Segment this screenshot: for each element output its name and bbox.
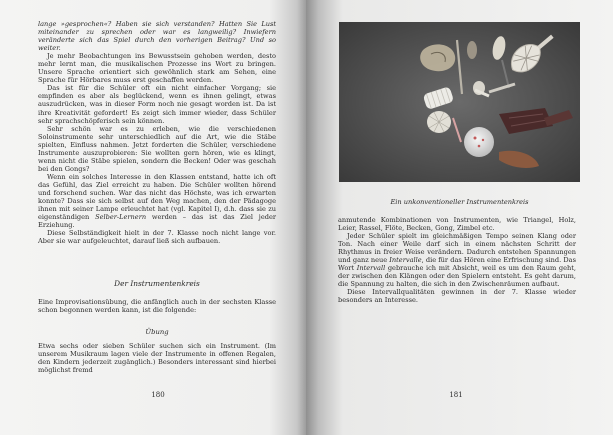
text-run: , die für das Hören eine Erfrischung sind. Das Wort bbox=[338, 256, 576, 273]
paragraph: Etwa sechs oder sieben Schüler suchen sich ein Instrument. (Im unserem Musikraum lagen viele der Instrumente in offenen Regalen, den Kindern jederzeit zugänglich.) Besonders interessant sind hierbei möglichst fremd bbox=[38, 342, 276, 375]
text-run: gebrauche ich mit Absicht, weil es um den Raum geht, der zwischen den Klängen oder den Spielern entsteht. Es geht darum, die Spannung zu halten, die sich in den Zwischenräumen aufbaut. bbox=[338, 264, 576, 289]
text-run: Wenn ein solches Interesse in den Klassen entstand, hatte ich oft das Gefühl, das Ziel erreicht zu haben. Die Schüler wollten hörend und forschend suchen. War das nicht das Höchste, was ich erwarten konnte? Dass sie sich selbst auf den Weg machen, den der Pädagoge ihnen mit seiner Lampe erleuchtet hat (vgl. Kapitel I), d.h. dass sie zu eigenständigen bbox=[38, 172, 276, 222]
italic-term: Selber-Lernern bbox=[95, 213, 147, 222]
instrument-circle-photo bbox=[339, 22, 580, 182]
text-run: werden – das ist das Ziel jeder Erziehung. bbox=[38, 213, 276, 230]
paragraph: Diese Selbständigkeit hielt in der 7. Klasse noch nicht lange vor. Aber sie war aufgeleuchtet, darauf ließ sich aufbauen. bbox=[38, 229, 276, 246]
paragraph: Eine Improvisationsübung, die anfänglich auch in der sechsten Klasse schon begonnen werden kann, ist die folgende: bbox=[38, 298, 276, 315]
right-text-block bbox=[338, 216, 576, 305]
left-text-block-2 bbox=[38, 298, 276, 314]
intro-paragraph: lange »gesprochen«? Haben sie sich verstanden? Hatten Sie Lust miteinander zu sprechen oder war es langweilig? Inwiefern veränderte sich das Spiel durch den vorherigen Beitrag? Und so weiter. bbox=[38, 20, 276, 53]
paragraph: Das ist für die Schüler oft ein nicht einfacher Vorgang; sie empfinden es aber als beglückend, wenn es ihnen gelingt, etwas auszudrücken, was in dieser Form noch nie gesagt worden ist. Da ist ihre Kreativität gefordert! Es zeigt sich immer wieder, dass Schüler sehr sprachschöpferisch sein können. bbox=[38, 84, 276, 125]
left-page bbox=[0, 0, 306, 435]
section-heading: Der Instrumentenkreis bbox=[114, 279, 200, 288]
italic-term: Intervalle bbox=[389, 256, 422, 265]
paragraph bbox=[338, 232, 576, 288]
right-page bbox=[306, 0, 613, 435]
page-number: 180 bbox=[151, 391, 165, 399]
text-run: Jeder Schüler spielt im gleichmäßigen Tempo seinen Klang oder Ton. Nach einer Weile darf sich in einem nächsten Schritt der Rhythmus in freier Weise verändern. Dadurch entstehen Spannungen und ganz neue bbox=[338, 232, 576, 265]
paragraph bbox=[38, 173, 276, 229]
paragraph: Diese Intervallqualitäten gewinnen in der 7. Klasse wieder besonders an Interesse. bbox=[338, 288, 576, 305]
photo-caption: Ein unkonventioneller Instrumentenkreis bbox=[390, 198, 529, 206]
page-number: 181 bbox=[449, 391, 463, 399]
exercise-subheading: Übung bbox=[145, 328, 169, 336]
paragraph: anmutende Kombinationen von Instrumenten, wie Triangel, Holz, Leier, Rassel, Flöte, Becken, Gong, Zimbel etc. bbox=[338, 216, 576, 233]
paragraph: Sehr schön war es zu erleben, wie die verschiedenen Soloinstrumente sehr unterschiedlich auf die Art, wie die Stäbe spielten, Einfluss nahmen. Jetzt forderten die Schüler, verschiedene Instrumente auszuprobieren: Sie wollten gern hören, wie es klingt, wenn nicht die Stäbe spielen, sondern die Becken! Oder was geschah bei den Gongs? bbox=[38, 124, 276, 173]
left-text-block bbox=[38, 20, 276, 245]
left-text-block-3 bbox=[38, 342, 276, 374]
paragraph: Je mehr Beobachtungen ins Bewusstsein gehoben werden, desto mehr lernt man, die musikalischen Prozesse ins Wort zu bringen. Unsere Sprache orientiert sich gewöhnlich stark am Sehen, eine Sprache für Hörbares muss erst geschaffen werden. bbox=[38, 52, 276, 85]
italic-term: Intervall bbox=[356, 264, 386, 273]
